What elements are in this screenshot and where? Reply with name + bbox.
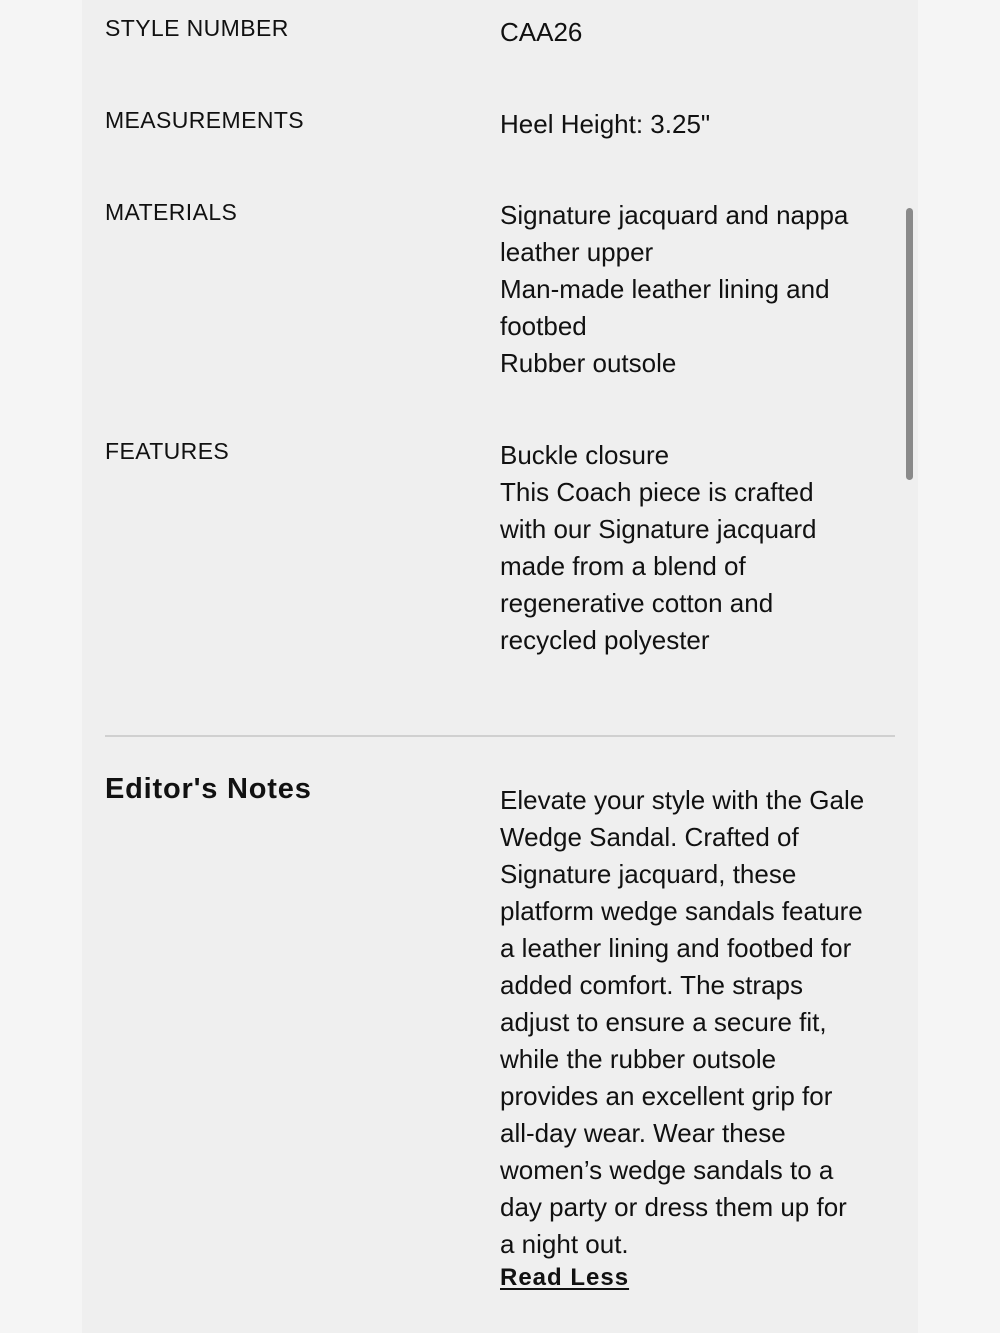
scrollbar-thumb[interactable]: [906, 208, 913, 480]
spec-value-line: leather upper: [500, 237, 654, 267]
notes-line: Signature jacquard, these: [500, 859, 797, 889]
spec-value-line: footbed: [500, 311, 587, 341]
spec-value-line: Man-made leather lining and: [500, 274, 830, 304]
spec-value-line: This Coach piece is crafted: [500, 477, 814, 507]
spec-value-line: with our Signature jacquard: [500, 514, 817, 544]
notes-line: provides an excellent grip for: [500, 1081, 833, 1111]
notes-line: day party or dress them up for: [500, 1192, 847, 1222]
notes-line: platform wedge sandals feature: [500, 896, 863, 926]
spec-value-line: regenerative cotton and: [500, 588, 774, 618]
left-gutter: [0, 0, 82, 1333]
notes-line: women’s wedge sandals to a: [500, 1155, 834, 1185]
notes-line: while the rubber outsole: [500, 1044, 777, 1074]
spec-label-features: FEATURES: [105, 438, 230, 464]
notes-line: a night out.: [500, 1229, 629, 1259]
notes-line: a leather lining and footbed for: [500, 933, 852, 963]
spec-value-line: Buckle closure: [500, 440, 670, 470]
notes-line: Elevate your style with the Gale: [500, 785, 865, 815]
spec-value-measurements: [500, 106, 900, 143]
notes-line: added comfort. The straps: [500, 970, 804, 1000]
spec-value-line: Heel Height: 3.25": [500, 109, 711, 139]
editors-notes-heading: Editor's Notes: [105, 773, 312, 805]
notes-line: all-day wear. Wear these: [500, 1118, 786, 1148]
right-gutter: [918, 0, 1000, 1333]
spec-label-measurements: MEASUREMENTS: [105, 107, 305, 133]
section-divider: [105, 735, 895, 737]
editors-notes-body: [500, 782, 900, 1263]
spec-value-line: Signature jacquard and nappa: [500, 200, 849, 230]
notes-line: Wedge Sandal. Crafted of: [500, 822, 799, 852]
spec-label-materials: MATERIALS: [105, 199, 238, 225]
spec-value-materials: [500, 197, 900, 382]
spec-value-line: recycled polyester: [500, 625, 710, 655]
spec-label-style-number: STYLE NUMBER: [105, 15, 289, 41]
spec-value-line: Rubber outsole: [500, 348, 677, 378]
read-less-link[interactable]: Read Less: [500, 1264, 630, 1291]
spec-value-features: [500, 437, 900, 659]
notes-line: adjust to ensure a secure fit,: [500, 1007, 827, 1037]
spec-value-line: made from a blend of: [500, 551, 746, 581]
spec-value-style-number: [500, 14, 900, 51]
spec-value-line: CAA26: [500, 17, 583, 47]
